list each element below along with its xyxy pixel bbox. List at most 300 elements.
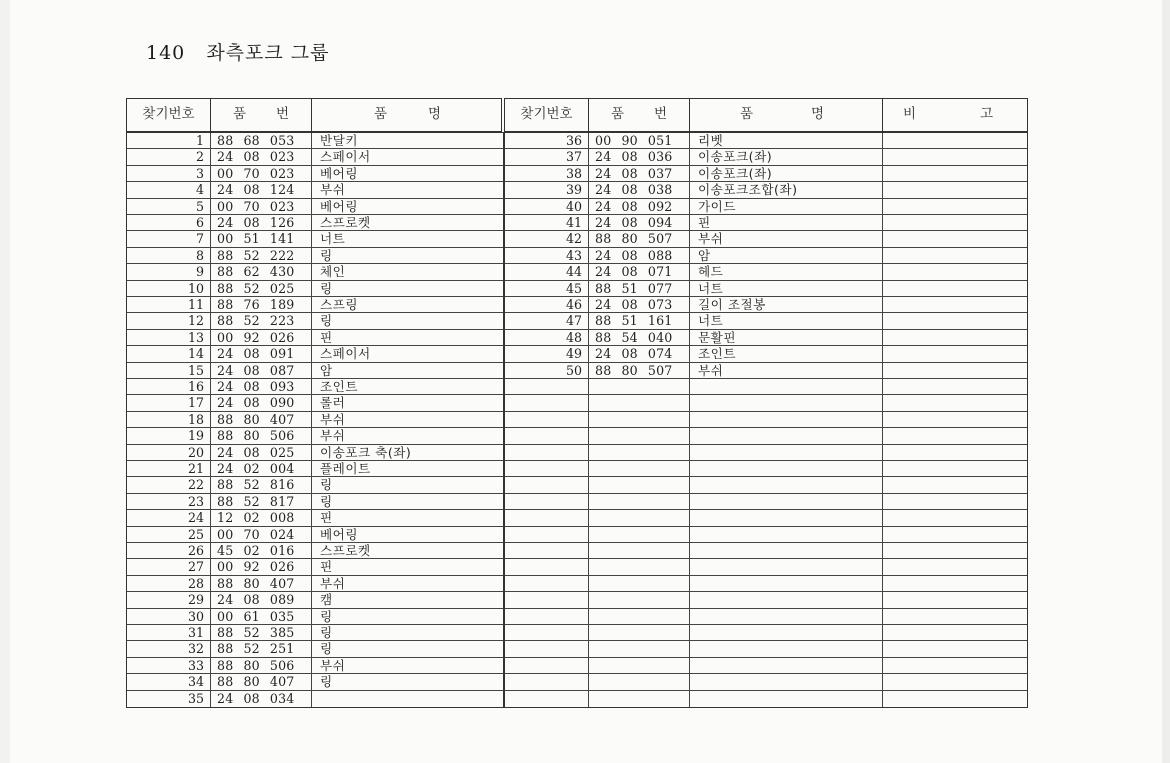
table-row xyxy=(127,264,503,280)
part-name-cell: 이송포크(좌) xyxy=(690,149,883,164)
part-number-cell xyxy=(589,576,690,591)
table-body-left xyxy=(126,132,504,708)
part-number-segment: 08 xyxy=(621,346,638,362)
table-body-right xyxy=(504,132,1028,708)
part-name-cell: 부쉬 xyxy=(320,575,346,591)
part-number-cell xyxy=(211,330,312,345)
table-row xyxy=(127,445,503,461)
part-number-segment: 023 xyxy=(269,149,295,165)
part-name-cell xyxy=(690,527,883,542)
part-name-cell: 암 xyxy=(690,248,883,263)
remarks-cell xyxy=(883,313,1029,328)
part-number-segment: 08 xyxy=(621,149,638,165)
part-name-cell: 스프로켓 xyxy=(320,215,371,230)
table-row xyxy=(505,641,1027,657)
part-number-segment: 004 xyxy=(269,461,295,476)
part-number-segment: 88 xyxy=(217,641,234,657)
table-row xyxy=(505,691,1027,707)
part-number-cell xyxy=(211,625,312,640)
ref-number-cell: 17 xyxy=(127,395,211,410)
part-number-segment: 090 xyxy=(269,395,295,411)
remarks-cell xyxy=(883,149,1029,164)
ref-number-cell: 31 xyxy=(127,625,211,640)
ref-number-cell: 6 xyxy=(127,215,211,230)
part-name-cell xyxy=(690,445,883,460)
part-number-segment: 24 xyxy=(217,395,234,411)
part-number-segment: 051 xyxy=(647,133,673,148)
part-number-segment: 88 xyxy=(217,411,234,427)
ref-number-cell xyxy=(505,510,589,525)
part-number-cell xyxy=(211,281,312,296)
part-number-segment: 24 xyxy=(217,215,234,230)
table-row xyxy=(505,248,1027,264)
part-number-segment: 80 xyxy=(621,362,638,378)
part-number-segment: 00 xyxy=(217,526,234,542)
part-name-cell xyxy=(690,395,883,410)
part-number-segment: 089 xyxy=(269,592,295,608)
part-number-segment: 124 xyxy=(269,182,295,198)
ref-number-cell xyxy=(505,674,589,689)
table-row xyxy=(127,510,503,526)
table-row xyxy=(505,313,1027,329)
part-number-segment: 08 xyxy=(243,379,260,394)
ref-number-cell: 27 xyxy=(127,559,211,574)
part-name-cell: 링 xyxy=(320,280,333,296)
table-row xyxy=(127,231,503,247)
part-number-cell xyxy=(211,428,312,443)
part-number-cell xyxy=(211,133,312,148)
part-number-segment: 092 xyxy=(647,198,673,214)
part-number-segment: 08 xyxy=(621,182,638,198)
table-row xyxy=(505,297,1027,313)
ref-number-cell: 14 xyxy=(127,346,211,361)
ref-number-cell xyxy=(505,543,589,558)
part-number-cell xyxy=(589,527,690,542)
part-number-segment: 24 xyxy=(595,264,612,280)
part-number-segment: 08 xyxy=(243,395,260,411)
table-row xyxy=(505,281,1027,297)
remarks-cell xyxy=(883,641,1029,656)
table-row xyxy=(505,592,1027,608)
part-name-cell: 핀 xyxy=(320,329,333,345)
remarks-cell xyxy=(883,445,1029,460)
part-number-cell xyxy=(589,445,690,460)
part-number-segment: 24 xyxy=(217,182,234,198)
part-name-cell: 이송포크조합(좌) xyxy=(690,182,883,197)
ref-number-cell: 32 xyxy=(127,641,211,656)
remarks-cell xyxy=(883,281,1029,296)
ref-number-cell: 28 xyxy=(127,576,211,591)
part-number-segment: 24 xyxy=(217,346,234,362)
ref-number-cell xyxy=(505,691,589,707)
part-name-cell: 부쉬 xyxy=(690,231,883,246)
part-name-cell: 조인트 xyxy=(320,379,358,394)
part-number-cell xyxy=(211,592,312,607)
table-row xyxy=(127,281,503,297)
part-number-segment: 407 xyxy=(269,674,295,690)
part-number-segment: 88 xyxy=(217,477,234,493)
part-number-segment: 24 xyxy=(595,182,612,198)
part-number-cell xyxy=(589,346,690,361)
part-number-segment: 00 xyxy=(217,559,234,575)
ref-number-cell xyxy=(505,445,589,460)
part-name-cell xyxy=(690,691,883,707)
part-number-cell xyxy=(211,412,312,427)
part-number-segment: 08 xyxy=(621,297,638,312)
group-title: 좌측포크 그룹 xyxy=(206,42,330,64)
table-row xyxy=(505,182,1027,198)
part-name-cell xyxy=(690,609,883,624)
table-row xyxy=(127,494,503,510)
part-name-cell: 부쉬 xyxy=(320,182,346,198)
ref-number-cell: 49 xyxy=(505,346,589,361)
part-number-cell xyxy=(589,658,690,673)
ref-number-cell: 33 xyxy=(127,658,211,673)
part-name-cell xyxy=(690,428,883,443)
part-number-segment: 24 xyxy=(595,215,612,230)
part-number-segment: 507 xyxy=(647,362,673,378)
ref-number-cell: 24 xyxy=(127,510,211,525)
remarks-cell xyxy=(883,231,1029,246)
part-number-segment: 52 xyxy=(243,641,260,657)
table-row xyxy=(505,428,1027,444)
table-row xyxy=(505,346,1027,362)
part-number-segment: 80 xyxy=(243,575,260,591)
part-number-segment: 92 xyxy=(243,329,260,345)
part-name-cell: 암 xyxy=(320,362,333,378)
part-number-segment: 093 xyxy=(269,379,295,394)
part-number-segment: 817 xyxy=(269,493,295,509)
part-number-cell xyxy=(211,231,312,246)
part-name-cell: 베어링 xyxy=(320,165,358,181)
table-row xyxy=(505,527,1027,543)
part-number-cell xyxy=(589,215,690,230)
table-row xyxy=(127,166,503,182)
part-name-cell: 링 xyxy=(320,477,333,493)
part-name-cell: 헤드 xyxy=(690,264,883,279)
ref-number-cell: 1 xyxy=(127,133,211,148)
part-number-segment: 035 xyxy=(269,608,295,624)
part-number-segment: 506 xyxy=(269,657,295,673)
part-name-cell: 이송포크(좌) xyxy=(690,166,883,181)
table-row xyxy=(127,363,503,379)
remarks-cell xyxy=(883,133,1029,148)
remarks-cell xyxy=(883,543,1029,558)
part-number-segment: 087 xyxy=(269,362,295,378)
table-row xyxy=(127,395,503,411)
header-part-name: 품 명 xyxy=(374,106,441,122)
part-number-cell xyxy=(589,330,690,345)
remarks-cell xyxy=(883,461,1029,476)
part-number-cell xyxy=(211,199,312,214)
part-name-cell xyxy=(690,658,883,673)
part-number-cell xyxy=(211,527,312,542)
part-number-segment: 61 xyxy=(243,608,260,624)
part-name-cell xyxy=(690,641,883,656)
table-row xyxy=(127,428,503,444)
part-name-cell: 가이드 xyxy=(690,199,883,214)
part-number-cell xyxy=(211,182,312,197)
scan-right-edge xyxy=(1162,0,1170,763)
part-name-cell: 스페이서 xyxy=(320,149,371,165)
ref-number-cell: 16 xyxy=(127,379,211,394)
part-name-cell: 베어링 xyxy=(320,198,358,214)
part-name-cell xyxy=(690,592,883,607)
part-number-segment: 053 xyxy=(269,133,295,148)
part-name-cell: 스프로켓 xyxy=(320,543,371,558)
ref-number-cell: 44 xyxy=(505,264,589,279)
part-number-segment: 816 xyxy=(269,477,295,493)
ref-number-cell: 47 xyxy=(505,313,589,328)
part-number-segment: 08 xyxy=(621,165,638,181)
part-number-segment: 02 xyxy=(243,510,260,526)
ref-number-cell xyxy=(505,461,589,476)
part-number-segment: 025 xyxy=(269,444,295,460)
part-number-cell xyxy=(211,363,312,378)
part-name-cell: 조인트 xyxy=(690,346,883,361)
part-number-segment: 70 xyxy=(243,165,260,181)
part-number-segment: 091 xyxy=(269,346,295,362)
ref-number-cell: 35 xyxy=(127,691,211,707)
part-number-segment: 08 xyxy=(243,182,260,198)
ref-number-cell: 10 xyxy=(127,281,211,296)
table-row xyxy=(505,166,1027,182)
remarks-cell xyxy=(883,346,1029,361)
part-number-cell xyxy=(211,166,312,181)
part-name-cell: 플레이트 xyxy=(320,461,371,476)
table-row xyxy=(505,494,1027,510)
part-number-segment: 189 xyxy=(269,297,295,312)
part-number-cell xyxy=(589,149,690,164)
parts-table xyxy=(126,98,1028,708)
ref-number-cell xyxy=(505,625,589,640)
part-number-segment: 077 xyxy=(647,280,673,296)
part-number-segment: 407 xyxy=(269,575,295,591)
part-number-segment: 12 xyxy=(217,510,234,526)
remarks-cell xyxy=(883,363,1029,378)
part-number-cell xyxy=(211,264,312,279)
ref-number-cell: 8 xyxy=(127,248,211,263)
table-row xyxy=(127,248,503,264)
part-number-cell xyxy=(589,510,690,525)
part-number-cell xyxy=(589,691,690,707)
part-number-segment: 385 xyxy=(269,625,295,640)
table-row xyxy=(505,510,1027,526)
part-name-cell: 캠 xyxy=(320,592,333,608)
table-row xyxy=(505,609,1027,625)
ref-number-cell: 9 xyxy=(127,264,211,279)
ref-number-cell xyxy=(505,395,589,410)
part-number-segment: 071 xyxy=(647,264,673,280)
part-number-cell xyxy=(589,297,690,312)
table-row xyxy=(127,149,503,165)
part-number-segment: 00 xyxy=(217,608,234,624)
table-row xyxy=(505,461,1027,477)
table-row xyxy=(127,592,503,608)
ref-number-cell xyxy=(505,592,589,607)
ref-number-cell: 48 xyxy=(505,330,589,345)
part-number-segment: 88 xyxy=(595,280,612,296)
remarks-cell xyxy=(883,609,1029,624)
part-number-segment: 88 xyxy=(217,264,234,280)
ref-number-cell: 26 xyxy=(127,543,211,558)
part-number-segment: 023 xyxy=(269,165,295,181)
ref-number-cell: 36 xyxy=(505,133,589,148)
remarks-cell xyxy=(883,395,1029,410)
part-name-cell: 반달키 xyxy=(320,133,358,148)
ref-number-cell: 46 xyxy=(505,297,589,312)
table-row xyxy=(127,346,503,362)
part-number-segment: 88 xyxy=(217,133,234,148)
part-number-cell xyxy=(211,609,312,624)
part-name-cell: 부쉬 xyxy=(320,657,346,673)
part-name-cell: 링 xyxy=(320,625,333,640)
remarks-cell xyxy=(883,625,1029,640)
part-number-cell xyxy=(211,674,312,689)
part-number-segment: 074 xyxy=(647,346,673,362)
part-number-segment: 008 xyxy=(269,510,295,526)
ref-number-cell: 21 xyxy=(127,461,211,476)
part-number-cell xyxy=(589,313,690,328)
part-number-cell xyxy=(589,609,690,624)
part-name-cell: 핀 xyxy=(690,215,883,230)
part-number-cell xyxy=(589,477,690,492)
part-number-segment: 88 xyxy=(595,329,612,345)
part-number-segment: 24 xyxy=(217,690,234,706)
part-number-segment: 80 xyxy=(243,411,260,427)
part-number-cell xyxy=(211,559,312,574)
ref-number-cell: 20 xyxy=(127,445,211,460)
part-number-segment: 08 xyxy=(621,247,638,263)
part-number-cell xyxy=(211,477,312,492)
table-row xyxy=(505,576,1027,592)
part-number-cell xyxy=(211,379,312,394)
part-number-segment: 00 xyxy=(217,231,234,247)
part-number-segment: 52 xyxy=(243,477,260,493)
part-name-cell: 스페이서 xyxy=(320,346,371,362)
part-number-segment: 24 xyxy=(217,379,234,394)
part-number-segment: 08 xyxy=(243,215,260,230)
part-number-segment: 68 xyxy=(243,133,260,148)
ref-number-cell: 43 xyxy=(505,248,589,263)
part-name-cell: 링 xyxy=(320,641,333,657)
part-number-segment: 02 xyxy=(243,543,260,558)
part-number-segment: 62 xyxy=(243,264,260,280)
part-number-cell xyxy=(211,346,312,361)
part-name-cell xyxy=(690,625,883,640)
table-row xyxy=(505,412,1027,428)
part-number-segment: 08 xyxy=(243,592,260,608)
part-name-cell xyxy=(312,691,503,707)
ref-number-cell: 2 xyxy=(127,149,211,164)
table-row xyxy=(505,231,1027,247)
ref-number-cell xyxy=(505,428,589,443)
table-row xyxy=(505,133,1027,149)
part-number-cell xyxy=(589,674,690,689)
part-name-cell: 부쉬 xyxy=(320,411,346,427)
part-number-segment: 51 xyxy=(621,313,638,329)
ref-number-cell xyxy=(505,477,589,492)
ref-number-cell: 41 xyxy=(505,215,589,230)
part-number-segment: 70 xyxy=(243,198,260,214)
part-name-cell: 링 xyxy=(320,313,333,329)
part-number-cell xyxy=(589,412,690,427)
part-name-cell: 스프링 xyxy=(320,297,358,312)
part-number-segment: 251 xyxy=(269,641,295,657)
part-number-segment: 407 xyxy=(269,411,295,427)
part-number-segment: 08 xyxy=(621,198,638,214)
part-number-cell xyxy=(589,248,690,263)
table-row xyxy=(127,412,503,428)
part-number-segment: 24 xyxy=(217,461,234,476)
part-number-segment: 08 xyxy=(243,690,260,706)
part-number-cell xyxy=(589,166,690,181)
part-number-segment: 126 xyxy=(269,215,295,230)
part-number-segment: 80 xyxy=(243,657,260,673)
table-row xyxy=(127,527,503,543)
part-number-cell xyxy=(211,543,312,558)
part-number-segment: 034 xyxy=(269,690,295,706)
header-part-no: 품 번 xyxy=(211,99,312,131)
part-number-segment: 094 xyxy=(647,215,673,230)
header-right xyxy=(504,98,1028,132)
remarks-cell xyxy=(883,182,1029,197)
part-number-segment: 90 xyxy=(621,133,638,148)
ref-number-cell: 37 xyxy=(505,149,589,164)
part-number-segment: 08 xyxy=(621,215,638,230)
part-number-segment: 88 xyxy=(595,231,612,247)
table-row xyxy=(127,658,503,674)
part-number-segment: 161 xyxy=(647,313,673,329)
remarks-cell xyxy=(883,166,1029,181)
table-row xyxy=(127,641,503,657)
table-row xyxy=(127,559,503,575)
part-number-segment: 24 xyxy=(595,165,612,181)
part-number-segment: 00 xyxy=(217,165,234,181)
part-name-cell: 롤러 xyxy=(320,395,346,411)
remarks-cell xyxy=(883,576,1029,591)
part-number-cell xyxy=(589,182,690,197)
part-number-segment: 51 xyxy=(243,231,260,247)
ref-number-cell: 38 xyxy=(505,166,589,181)
ref-number-cell xyxy=(505,559,589,574)
table-row xyxy=(127,477,503,493)
part-name-cell: 리벳 xyxy=(690,133,883,148)
part-name-cell: 문활핀 xyxy=(690,330,883,345)
table-row xyxy=(505,674,1027,690)
remarks-cell xyxy=(883,379,1029,394)
part-number-segment: 025 xyxy=(269,280,295,296)
header-ref-no-2: 찾기번호 xyxy=(505,99,589,131)
part-number-cell xyxy=(211,297,312,312)
table-row xyxy=(505,330,1027,346)
part-name-cell: 핀 xyxy=(320,510,333,526)
ref-number-cell: 40 xyxy=(505,199,589,214)
part-number-cell xyxy=(211,576,312,591)
part-number-segment: 016 xyxy=(269,543,295,558)
remarks-cell xyxy=(883,559,1029,574)
part-number-cell xyxy=(211,691,312,707)
table-row xyxy=(127,674,503,690)
ref-number-cell: 13 xyxy=(127,330,211,345)
part-name-cell xyxy=(690,543,883,558)
part-number-segment: 92 xyxy=(243,559,260,575)
table-row xyxy=(505,559,1027,575)
ref-number-cell: 18 xyxy=(127,412,211,427)
part-number-cell xyxy=(211,313,312,328)
part-number-cell xyxy=(589,363,690,378)
remarks-cell xyxy=(883,658,1029,673)
